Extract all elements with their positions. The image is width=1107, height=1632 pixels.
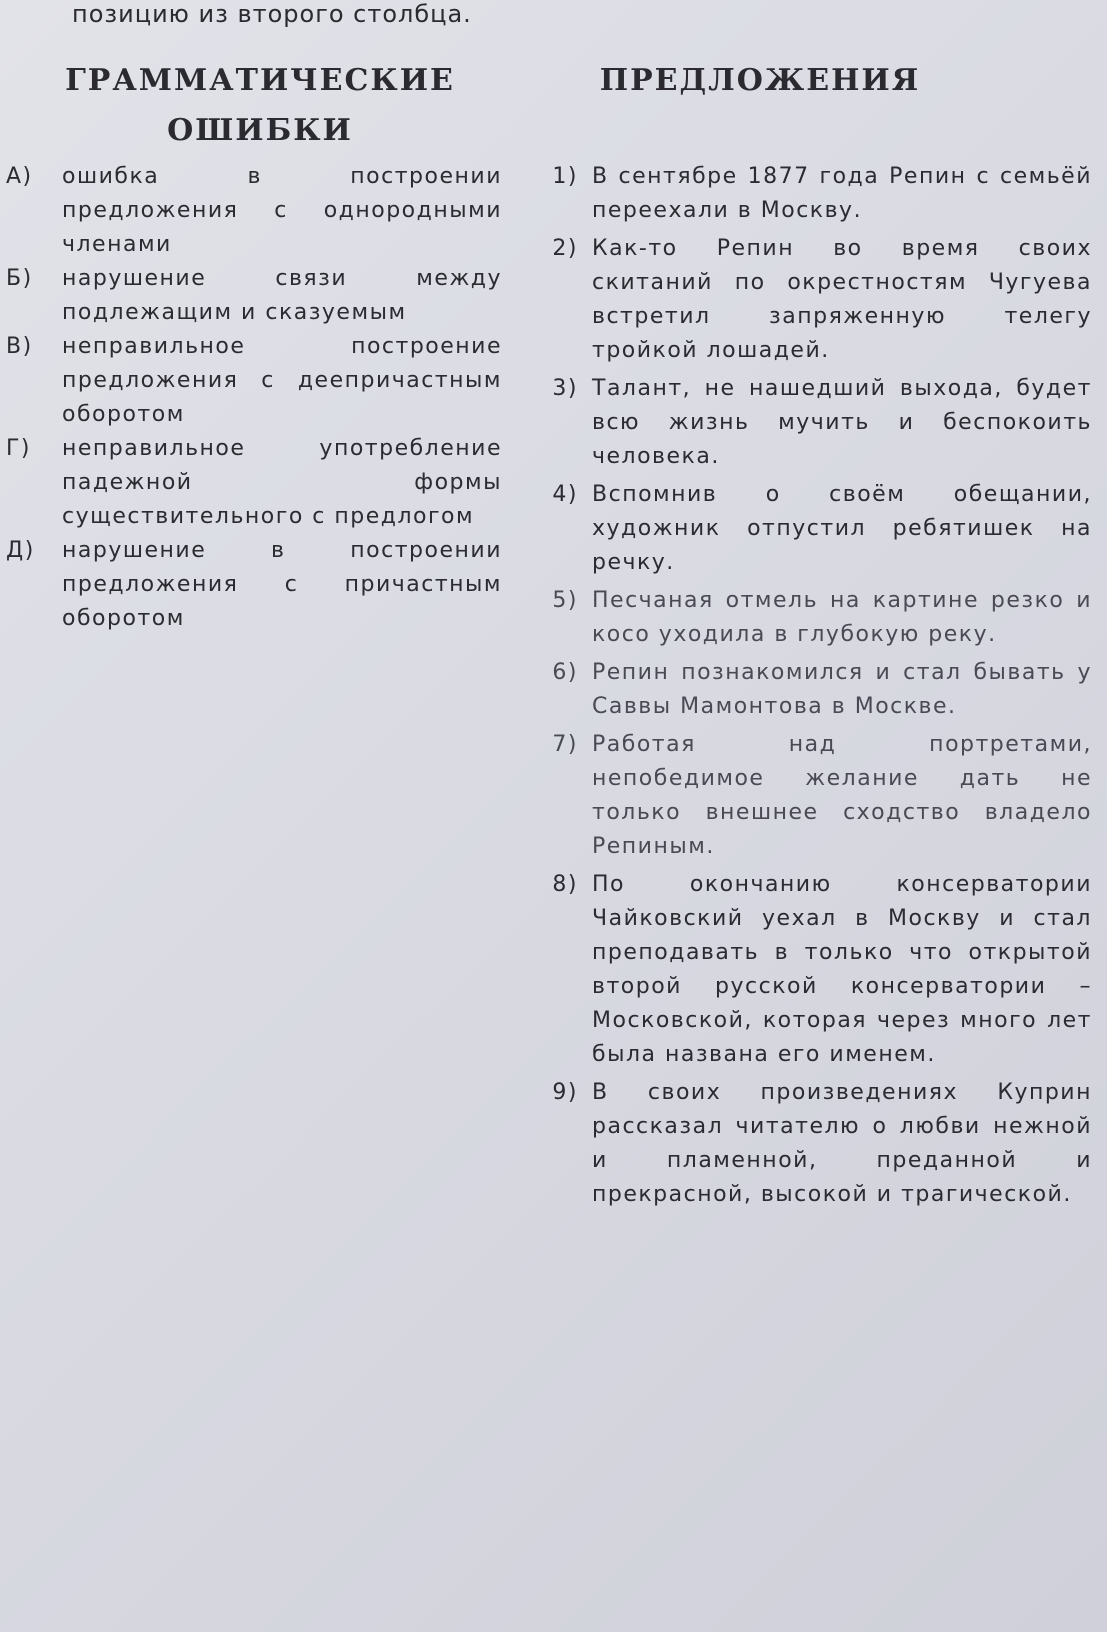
error-item-d xyxy=(0,534,520,636)
sentence-item-4 xyxy=(520,478,1107,580)
sentence-marker: 5) xyxy=(552,588,578,613)
sentences-column xyxy=(520,56,1107,1216)
sentence-text: В сентябре 1877 года Репин с семьёй переехали в Москву. xyxy=(592,164,1092,223)
sentence-marker: 6) xyxy=(552,660,578,685)
intro-text: позицию из второго столбца. xyxy=(72,0,472,28)
sentence-item-2 xyxy=(520,232,1107,368)
error-marker: Д) xyxy=(6,538,35,563)
sentence-item-9 xyxy=(520,1076,1107,1212)
sentences-heading: ПРЕДЛОЖЕНИЯ xyxy=(599,63,921,98)
sentence-item-3 xyxy=(520,372,1107,474)
sentence-item-8 xyxy=(520,868,1107,1072)
error-text: неправильное построение предложения с деепричастным оборотом xyxy=(62,334,502,427)
errors-heading: ГРАММАТИЧЕСКИЕ ОШИБКИ xyxy=(65,63,455,148)
sentence-marker: 7) xyxy=(552,732,578,757)
errors-column xyxy=(0,56,520,636)
error-text: ошибка в построении предложения с однородными членами xyxy=(62,164,502,257)
sentence-item-6 xyxy=(520,656,1107,724)
sentence-marker: 1) xyxy=(552,164,578,189)
error-text: нарушение связи между подлежащим и сказуемым xyxy=(62,266,502,325)
error-text: неправильное употребление падежной формы существительного с предлогом xyxy=(62,436,502,529)
sentence-marker: 3) xyxy=(552,376,578,401)
error-text: нарушение в построении предложения с причастным оборотом xyxy=(62,538,502,631)
error-item-g xyxy=(0,432,520,534)
sentence-marker: 2) xyxy=(552,236,578,261)
sentence-item-7 xyxy=(520,728,1107,864)
error-marker: А) xyxy=(6,164,33,189)
sentence-text: Песчаная отмель на картине резко и косо уходила в глубокую реку. xyxy=(592,588,1092,647)
error-marker: В) xyxy=(6,334,33,359)
error-item-a xyxy=(0,160,520,262)
sentence-text: Вспомнив о своём обещании, художник отпустил ребятишек на речку. xyxy=(592,482,1092,575)
sentence-marker: 8) xyxy=(552,872,578,897)
sentence-text: В своих произведениях Куприн рассказал читателю о любви нежной и пламенной, преданной и прекрасной, высокой и трагической. xyxy=(592,1080,1092,1207)
sentence-item-1 xyxy=(520,160,1107,228)
error-item-v xyxy=(0,330,520,432)
sentence-text: Как-то Репин во время своих скитаний по окрестностям Чугуева встретил запряженную телегу тройкой лошадей. xyxy=(592,236,1092,363)
sentence-text: Работая над портретами, непобедимое желание дать не только внешнее сходство владело Репиным. xyxy=(592,732,1092,859)
sentence-item-5 xyxy=(520,584,1107,652)
sentence-text: Талант, не нашедший выхода, будет всю жизнь мучить и беспокоить человека. xyxy=(592,376,1092,469)
error-marker: Б) xyxy=(6,266,33,291)
error-item-b xyxy=(0,262,520,330)
sentence-text: По окончанию консерватории Чайковский уехал в Москву и стал преподавать в только что открытой второй русской консерватории – Московской, которая через много лет была названа его именем. xyxy=(592,872,1092,1067)
sentences-list xyxy=(520,160,1107,1212)
sentence-text: Репин познакомился и стал бывать у Саввы Мамонтова в Москве. xyxy=(592,660,1092,719)
error-marker: Г) xyxy=(6,436,31,461)
sentence-marker: 4) xyxy=(552,482,578,507)
sentence-marker: 9) xyxy=(552,1080,578,1105)
errors-list xyxy=(0,160,520,636)
